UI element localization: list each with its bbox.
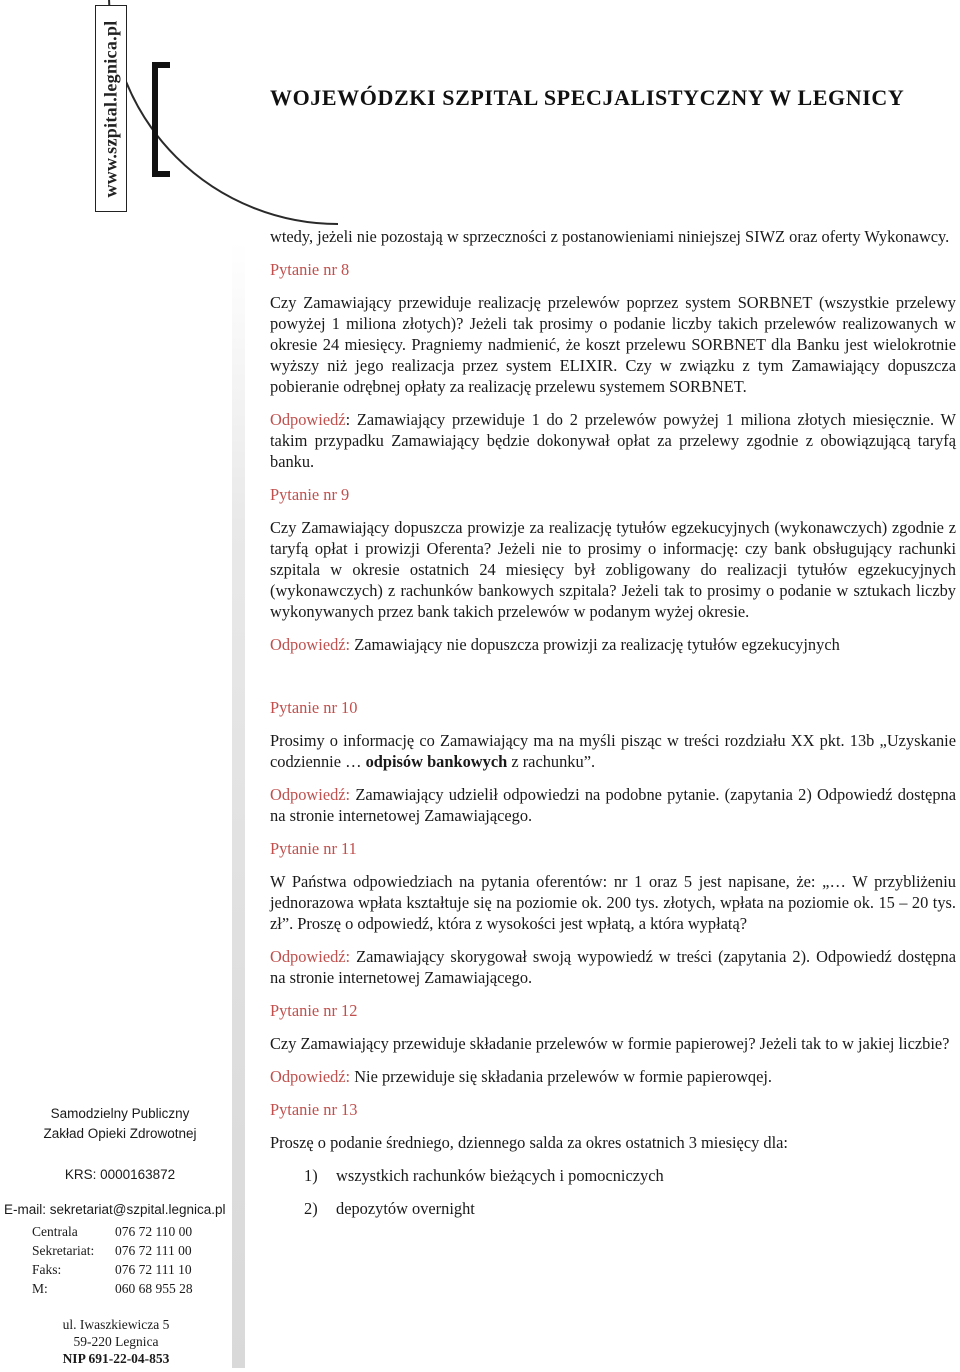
question-11-answer bbox=[270, 946, 956, 988]
question-11-title: Pytanie nr 11 bbox=[270, 839, 357, 858]
question-10-text bbox=[270, 730, 956, 772]
question-13-title: Pytanie nr 13 bbox=[270, 1100, 358, 1119]
bracket-logo-icon bbox=[150, 62, 172, 177]
list-item-number: 2) bbox=[304, 1199, 318, 1218]
answer-text: Nie przewiduje się składania przelewów w formie papierowqej. bbox=[350, 1067, 773, 1086]
left-gray-bar bbox=[232, 242, 245, 1368]
contact-value: 076 72 110 00 bbox=[115, 1224, 193, 1239]
org-line: Samodzielny Publiczny bbox=[50, 1106, 190, 1121]
org-line: Zakład Opieki Zdrowotnej bbox=[43, 1126, 197, 1141]
krs-number: KRS: 0000163872 bbox=[64, 1167, 176, 1182]
question-12-title: Pytanie nr 12 bbox=[270, 1001, 358, 1020]
text-segment: z rachunku”. bbox=[507, 752, 596, 771]
answer-text: Zamawiający skorygował swoją wypowiedź w treści (zapytania 2). Odpowiedź dostępna na stronie internetowej Zamawiającego. bbox=[270, 947, 956, 987]
contact-row bbox=[32, 1222, 193, 1241]
answer-label: Odpowiedź bbox=[270, 410, 346, 429]
city-line: 59-220 Legnica bbox=[73, 1334, 159, 1349]
contact-row bbox=[32, 1260, 193, 1279]
main-content bbox=[270, 226, 956, 1231]
header-arc-decoration bbox=[108, 0, 568, 225]
hospital-name: WOJEWÓDZKI SZPITAL SPECJALISTYCZNY W LEGNICY bbox=[270, 85, 905, 110]
intro-paragraph: wtedy, jeżeli nie pozostają w sprzeczności z postanowieniami niniejszej SIWZ oraz oferty Wykonawcy. bbox=[270, 227, 950, 246]
contact-label: M: bbox=[32, 1281, 48, 1296]
contact-label: Centrala bbox=[32, 1224, 78, 1239]
question-12-text: Czy Zamawiający przewiduje składanie przelewów w formie papierowej? Jeżeli tak to w jakiej liczbie? bbox=[270, 1034, 950, 1053]
list-item bbox=[270, 1165, 956, 1186]
list-item-number: 1) bbox=[304, 1166, 318, 1185]
answer-label: Odpowiedź: bbox=[270, 1067, 351, 1086]
bold-text-segment: odpisów bankowych bbox=[365, 752, 508, 771]
postal-address bbox=[0, 1316, 232, 1367]
list-item-text: depozytów overnight bbox=[336, 1199, 475, 1218]
organization-name bbox=[0, 1104, 240, 1144]
question-8-title: Pytanie nr 8 bbox=[270, 260, 350, 279]
answer-label: Odpowiedź: bbox=[270, 785, 351, 804]
answer-label: Odpowiedź: bbox=[270, 635, 351, 654]
vertical-url-text: www.szpital.legnica.pl bbox=[100, 19, 121, 198]
answer-label: Odpowiedź: bbox=[270, 947, 351, 966]
question-8-answer bbox=[270, 409, 956, 472]
answer-text: Zamawiający udzielił odpowiedzi na podobne pytanie. (zapytania 2) Odpowiedź dostępna na stronie internetowej Zamawiającego. bbox=[270, 785, 956, 825]
question-10-title: Pytanie nr 10 bbox=[270, 698, 358, 717]
contact-row bbox=[32, 1279, 193, 1298]
question-9-title: Pytanie nr 9 bbox=[270, 485, 350, 504]
list-item-text: wszystkich rachunków bieżących i pomocniczych bbox=[336, 1166, 664, 1185]
answer-text: Zamawiający nie dopuszcza prowizji za realizację tytułów egzekucyjnych bbox=[350, 635, 840, 654]
question-10-answer bbox=[270, 784, 956, 826]
vertical-url-box bbox=[95, 5, 127, 212]
contact-value: 076 72 111 00 bbox=[115, 1243, 192, 1258]
question-12-answer bbox=[270, 1066, 956, 1087]
question-13-list bbox=[270, 1165, 956, 1219]
list-item bbox=[270, 1198, 956, 1219]
contact-value: 076 72 111 10 bbox=[115, 1262, 192, 1277]
contact-label: Faks: bbox=[32, 1262, 62, 1277]
phone-contacts bbox=[32, 1222, 193, 1298]
question-11-text: W Państwa odpowiedziach na pytania oferentów: nr 1 oraz 5 jest napisane, że: „… W przybliżeniu jednorazowa wpłata kształtuje się na poziomie ok. 200 tys. złotych, wpłata na poziomie ok. 15 – 20 tys. zł”. Proszę o odpowiedź, która z wysokości jest wpłatą, a która wypłatą? bbox=[270, 872, 956, 933]
footer-contact-block bbox=[0, 1104, 240, 1366]
contact-value: 060 68 955 28 bbox=[115, 1281, 193, 1296]
email-address[interactable]: E-mail: sekretariat@szpital.legnica.pl bbox=[4, 1202, 226, 1217]
text-segment: Prosimy o informację co Zamawiający ma na myśli pisząc w treści rozdziału XX pkt. 13b „Uzyskanie codziennie … bbox=[270, 731, 956, 771]
contact-label: Sekretariat: bbox=[32, 1243, 95, 1258]
question-9-text: Czy Zamawiający dopuszcza prowizje za realizację tytułów egzekucyjnych (wykonawczych) zgodnie z taryfą opłat i prowizji Oferenta? Jeżeli nie to prosimy o informację: czy bank obsługujący rachunki szpitala w okresie ostatnich 24 miesięcy był zobligowany do realizacji tytułów egzekucyjnych (wykonawczych) z rachunków bankowych szpitala? Jeżeli tak to prosimy o podanie w sztukach liczby wykonywanych przez bank takich przelewów w podanym wyżej okresie. bbox=[270, 518, 956, 621]
answer-text: : Zamawiający przewiduje 1 do 2 przelewów powyżej 1 miliona złotych miesięcznie. W takim przypadku Zamawiający będzie dokonywał opłat za przelewy zgodnie z obowiązującą taryfą banku. bbox=[270, 410, 956, 471]
contact-row bbox=[32, 1241, 193, 1260]
question-9-answer bbox=[270, 634, 956, 655]
nip-number: NIP 691-22-04-853 bbox=[62, 1351, 170, 1366]
street-line: ul. Iwaszkiewicza 5 bbox=[62, 1317, 170, 1332]
question-8-text: Czy Zamawiający przewiduje realizację przelewów poprzez system SORBNET (wszystkie przelewy powyżej 1 miliona złotych)? Jeżeli tak prosimy o podanie liczby takich przelewów realizowanych w okresie 24 miesięcy. Pragniemy nadmienić, że koszt przelewu SORBNET dla Banku jest wielokrotnie wyższy niż jego realizacja przez system ELIXIR. Czy w związku z tym Zamawiający dopuszcza pobieranie odrębnej opłaty za realizację przelewu systemem SORBNET. bbox=[270, 293, 956, 396]
question-13-text: Proszę o podanie średniego, dziennego salda za okres ostatnich 3 miesięcy dla: bbox=[270, 1133, 788, 1152]
